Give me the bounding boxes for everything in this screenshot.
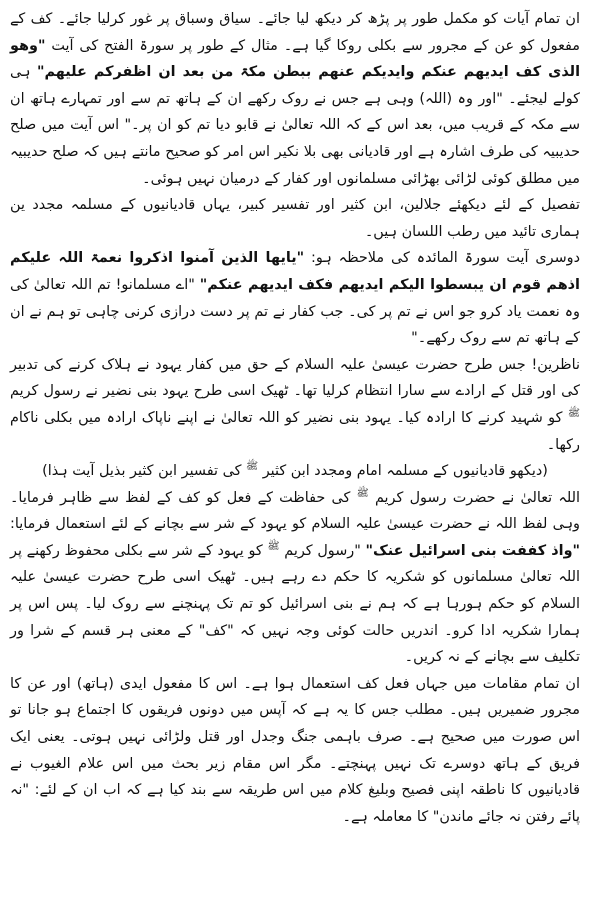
urdu-text: "رسول کریم: [279, 542, 366, 559]
urdu-text: کو شہید کرنے کا ارادہ کیا۔ یہود بنی نضیر کو اللہ تعالیٰ نے اپنے ناپاک ارادہ میں بکلی ناکام رکھا۔: [10, 409, 580, 453]
quran-verse-text: "واذ کففت بنی اسرائیل عنک": [365, 542, 581, 559]
paragraph-conclusion: [10, 671, 580, 831]
honorific-glyph: ﷺ: [267, 541, 280, 553]
urdu-text: دوسری آیت سورۃ المائدہ کی ملاحظہ ہو:: [304, 250, 581, 267]
honorific-glyph: ﷺ: [246, 461, 259, 473]
urdu-text: کو یہود کے شر سے بکلی محفوظ رکھنے پر اللہ تعالیٰ مسلمانوں کو شکریہ کا حکم دے رہے ہیں۔ ٹھیک اسی طرح حضرت عیسیٰ علیہ السلام کو حکم ہورہا ہے کہ ہم نے بنی اسرائیل کو تم تک پہنچنے سے روک لیا۔ پس اس پر ہمارا شکریہ ادا کرو۔ اندریں حالت کوئی وجہ نہیں کہ "کف" کے معنی ہر قسم کے شرا ور تکلیف سے بچانے کے نہ کریں۔: [10, 542, 580, 666]
urdu-text: اللہ تعالیٰ نے حضرت رسول کریم: [368, 489, 580, 506]
paragraph-isa-protection: [10, 485, 580, 671]
paragraph-surah-fath: [10, 6, 580, 192]
honorific-glyph: ﷺ: [567, 408, 580, 420]
urdu-text: "اے مسلمانو! تم اللہ تعالیٰ کی وہ نعمت یاد کرو جو اس نے تم پر کی۔ جب کفار نے تم پر دست درازی کرنی چاہی تو ہم نے ان کے ہاتھ تم سے روک رکھے۔": [10, 276, 580, 347]
quran-verse-text: "یایھا الذین آمنوا اذکروا نعمۃ اللہ علیکم اذھم قوم ان یبسطوا الیکم ایدیھم فکف ایدیھم عنکم": [10, 250, 580, 293]
urdu-text: کی حفاظت کے فعل کو کف کے لفظ سے ظاہر فرمایا۔ وہی لفظ اللہ نے حضرت عیسیٰ علیہ السلام کو یہود کے شر سے بچانے کے لئے استعمال فرمایا:: [10, 489, 580, 533]
urdu-text: کی تفسیر ابن کثیر بذیل آیت ہذا): [42, 463, 247, 480]
paragraph-tafsir-reference: [10, 192, 580, 245]
urdu-text: ناظرین! جس طرح حضرت عیسیٰ علیہ السلام کے حق میں کفار یہود نے ہلاک کرنے کی تدبیر کی اور قتل کے ارادے سے سارا انتظام کرلیا تھا۔ ٹھیک اسی طرح یہود بنی نضیر نے رسول کریم: [10, 356, 580, 400]
paragraph-banu-nadir: [10, 352, 580, 458]
urdu-text: ان تمام آیات کو مکمل طور پر پڑھ کر دیکھ لیا جائے۔ سیاق وسباق پر غور کرلیا جائے۔ کف کے مفعول کو عن کے مجرور سے بکلی روکا گیا ہے۔ مثال کے طور پر سورۃ الفتح کی آیت: [10, 11, 580, 54]
urdu-text: تفصیل کے لئے دیکھئے جلالین، ابن کثیر اور تفسیر کبیر، یہاں قادیانیوں کے مسلمہ مجدد ین ہماری تائید میں رطب اللسان ہیں۔: [10, 197, 580, 240]
paragraph-surah-maidah: [10, 245, 580, 351]
paragraph-ibn-kathir-citation: [10, 458, 580, 485]
honorific-glyph: ﷺ: [356, 487, 369, 499]
quran-verse-text: "وھو الذی کف ایدیھم عنکم وایدیکم عنھم ببطن مکۃ من بعد ان اظفرکم علیھم": [10, 37, 580, 81]
urdu-text: ہی کولے لیجئے۔ "اور وہ (اللہ) وہی ہے جس نے روک رکھے ان کے ہاتھ تم سے اور تمہارے ہاتھ ان سے مکہ کے قریب میں، بعد اس کے کہ اللہ تعالیٰ نے قابو دیا تم کو ان پر۔" اس آیت میں صلح حدیبیہ کی طرف اشارہ ہے اور قادیانی بھی بلا نکیر اس امر کو صحیح مانتے ہیں کہ صلح حدیبیہ میں مطلق کوئی لڑائی بھڑائی مسلمانوں اور کفار کے درمیان نہیں ہوئی۔: [10, 64, 580, 187]
urdu-text: (دیکھو قادیانیوں کے مسلمہ امام ومجدد ابن کثیر: [258, 463, 548, 480]
urdu-text: ان تمام مقامات میں جہاں فعل کف استعمال ہوا ہے۔ اس کا مفعول ایدی (ہاتھ) اور عن کا مجرور ضمیریں ہیں۔ مطلب جس کا یہ ہے کہ آپس میں دونوں فریقوں کا اجتماع ہو جانا تو اس صورت میں صحیح ہے۔ صرف باہمی جنگ وجدل اور قتل ولڑائی نہیں ہوتی۔ یعنی ایک فریق کے ہاتھ دوسرے تک نہیں پہنچتے۔ مگر اس مقام زیر بحث میں اس علام الغیوب نے قادیانیوں کا ناطقہ اپنی فصیح وبلیغ کلام میں اس طریقہ سے بند کیا ہے کہ اب ان کے لئے: "نہ پائے رفتن نہ جائے ماندن" کا معاملہ ہے۔: [10, 675, 580, 825]
